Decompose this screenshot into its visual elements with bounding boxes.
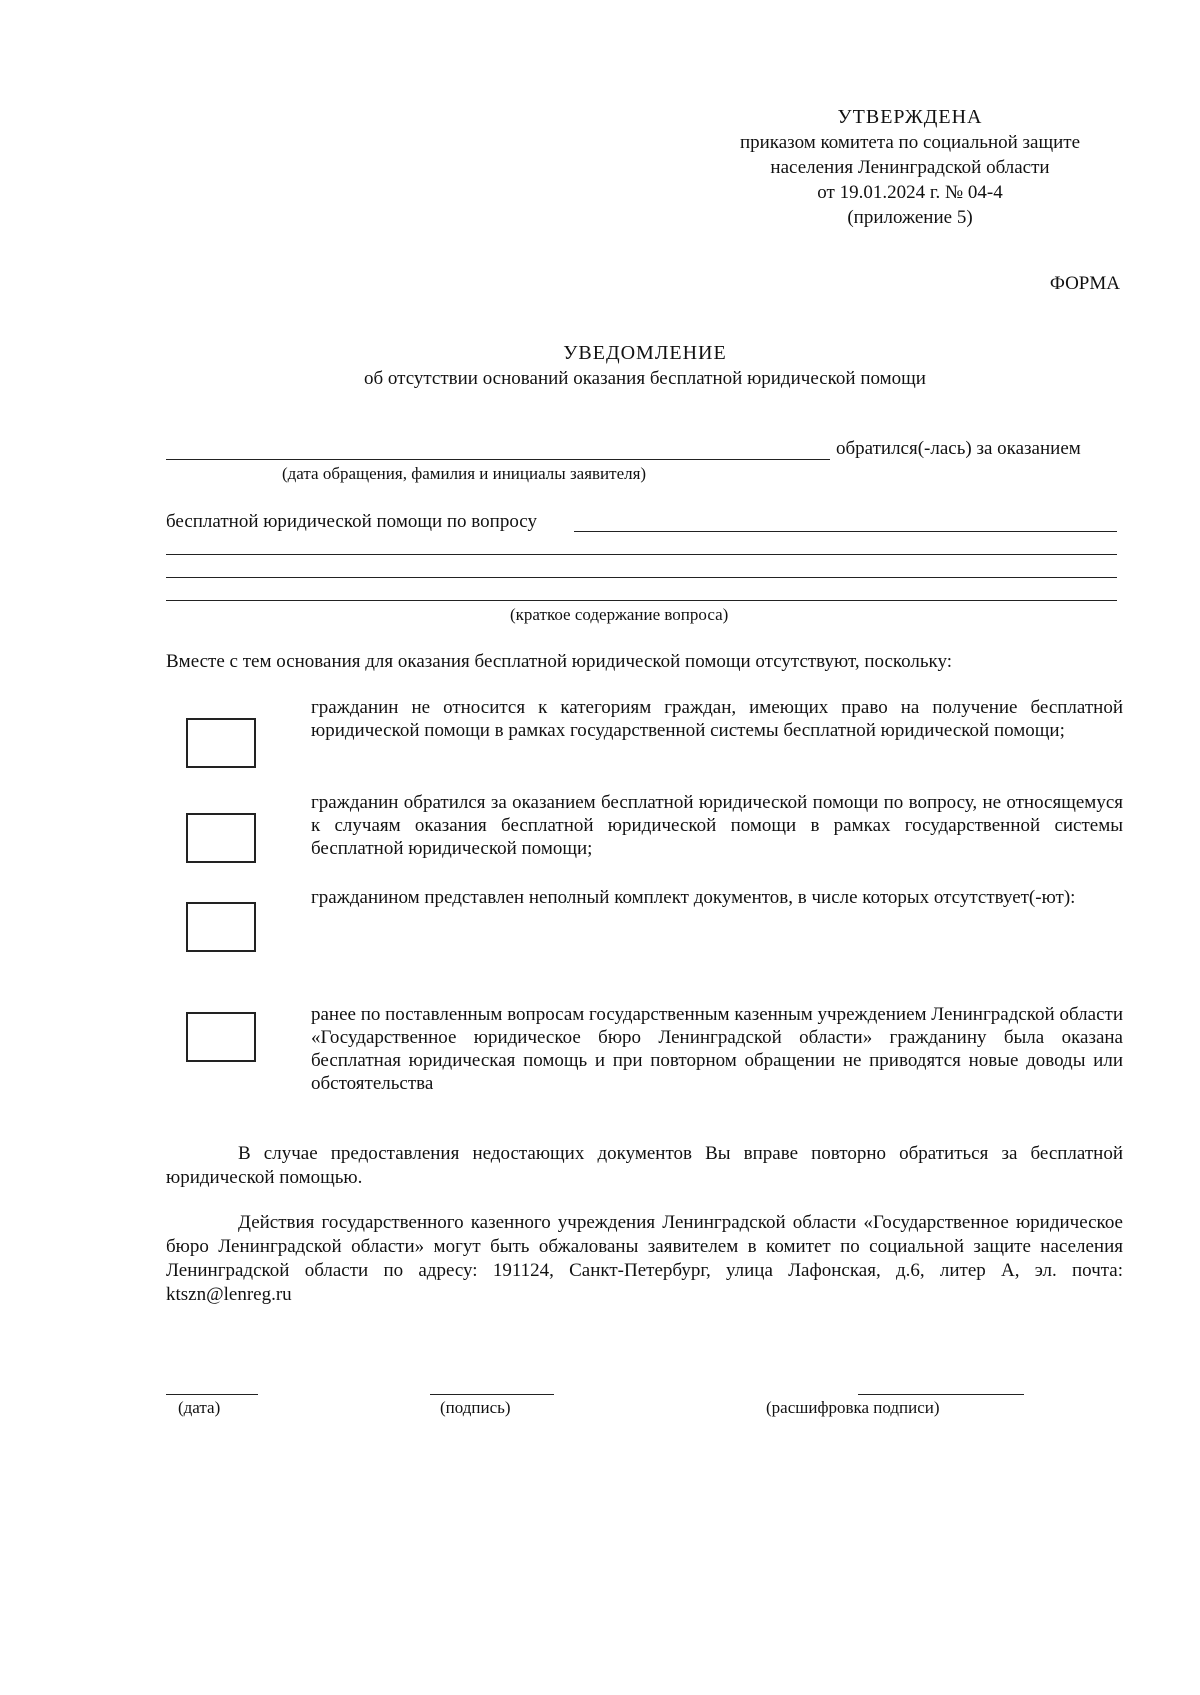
- question-field-line-2[interactable]: [166, 554, 1117, 555]
- question-field-line-4[interactable]: [166, 600, 1117, 601]
- option-3-checkbox[interactable]: [186, 902, 256, 952]
- decoding-line[interactable]: [858, 1394, 1024, 1395]
- form-label: ФОРМА: [1049, 273, 1120, 294]
- approval-line-4: (приложение 5): [847, 207, 973, 228]
- question-caption: (краткое содержание вопроса): [510, 605, 729, 624]
- option-4-text: ранее по поставленным вопросам государственным казенным учреждением Ленинградской области «Государственное юридическое бюро Ленинградской области» гражданину была оказана бесплатная юридическая помощь и при повторном обращении не приводятся новые доводы или обстоятельства: [311, 1004, 1123, 1094]
- grounds-intro: Вместе с тем основания для оказания бесплатной юридической помощи отсутствуют, поскольку:: [166, 651, 953, 672]
- paragraph-missing-docs: В случае предоставления недостающих документов Вы вправе повторно обратиться за бесплатной юридической помощью.: [166, 1143, 1123, 1188]
- document-subtitle: об отсутствии оснований оказания бесплатной юридической помощи: [364, 368, 926, 389]
- approval-line-3: от 19.01.2024 г. № 04-4: [817, 182, 1003, 203]
- approval-line-1: приказом комитета по социальной защите: [739, 132, 1081, 153]
- question-field-line-3[interactable]: [166, 577, 1117, 578]
- approval-block: [700, 105, 1120, 230]
- date-caption: (дата): [178, 1398, 221, 1417]
- applicant-field-line[interactable]: [166, 459, 830, 460]
- option-3-text: гражданином представлен неполный комплект документов, в числе которых отсутствует(-ют):: [311, 887, 1076, 908]
- applicant-trailing-text: обратился(-лась) за оказанием: [836, 438, 1081, 459]
- question-lead-text: бесплатной юридической помощи по вопросу: [166, 511, 537, 532]
- decoding-caption: (расшифровка подписи): [766, 1398, 940, 1417]
- signature-caption: (подпись): [440, 1398, 511, 1417]
- approval-heading: УТВЕРЖДЕНА: [837, 106, 983, 128]
- option-1-checkbox[interactable]: [186, 718, 256, 768]
- option-4-checkbox[interactable]: [186, 1012, 256, 1062]
- signature-line[interactable]: [430, 1394, 554, 1395]
- paragraph-appeal: Действия государственного казенного учреждения Ленинградской области «Государственное юридическое бюро Ленинградской области» могут быть обжалованы заявителем в комитет по социальной защите населения Ленинградской области по адресу: 191124, Санкт-Петербург, улица Лафонская, д.6, литер А, эл. почта: ktszn@lenreg.ru: [166, 1212, 1123, 1305]
- question-field-line-1[interactable]: [574, 531, 1117, 532]
- document-title: УВЕДОМЛЕНИЕ: [563, 342, 727, 364]
- option-2-text: гражданин обратился за оказанием бесплатной юридической помощи по вопросу, не относящемуся к случаям оказания бесплатной юридической помощи в рамках государственной системы бесплатной юридической помощи;: [311, 792, 1123, 859]
- option-2-checkbox[interactable]: [186, 813, 256, 863]
- option-1-text: гражданин не относится к категориям граждан, имеющих право на получение бесплатной юридической помощи в рамках государственной системы бесплатной юридической помощи;: [311, 697, 1123, 741]
- date-line[interactable]: [166, 1394, 258, 1395]
- applicant-caption: (дата обращения, фамилия и инициалы заявителя): [282, 464, 647, 483]
- approval-line-2: населения Ленинградской области: [770, 157, 1050, 178]
